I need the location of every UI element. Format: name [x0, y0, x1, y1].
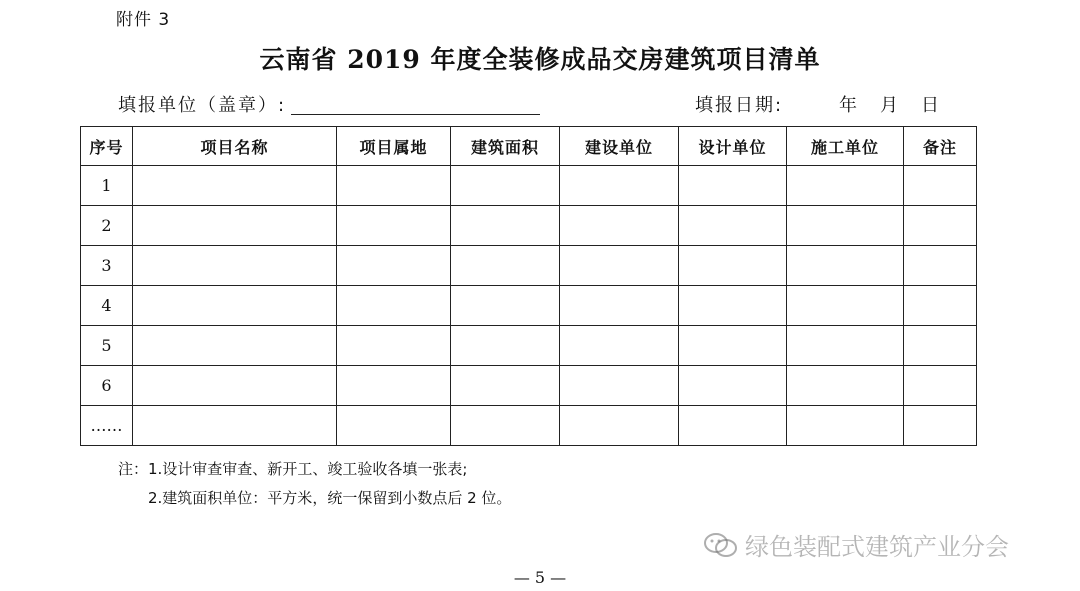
- column-header: 项目属地: [337, 127, 451, 166]
- table-row: [81, 326, 977, 366]
- note-line-2: 2.建筑面积单位：平方米，统一保留到小数点后 2 位。: [148, 489, 512, 507]
- fill-unit-label: 填报单位（盖章）:: [118, 95, 287, 116]
- table-row: [81, 166, 977, 206]
- table-cell: [133, 166, 337, 206]
- column-header: 项目名称: [133, 127, 337, 166]
- table-row: [81, 286, 977, 326]
- table-cell: [560, 326, 679, 366]
- table-cell: [133, 326, 337, 366]
- table-cell: [904, 206, 977, 246]
- table-cell: [337, 246, 451, 286]
- column-header: 建设单位: [560, 127, 679, 166]
- table-cell: [451, 326, 560, 366]
- table-cell: [133, 246, 337, 286]
- table-cell: [679, 166, 787, 206]
- date-month: 月: [880, 95, 898, 116]
- table-row: [81, 366, 977, 406]
- table-cell: [904, 326, 977, 366]
- column-header: 建筑面积: [451, 127, 560, 166]
- table-cell: [679, 246, 787, 286]
- table-cell: [787, 286, 904, 326]
- row-number-cell: 4: [81, 286, 133, 326]
- table-cell: [787, 406, 904, 446]
- table-cell: [679, 366, 787, 406]
- table-cell: [451, 286, 560, 326]
- table-cell: [904, 286, 977, 326]
- table-cell: [337, 366, 451, 406]
- table-cell: [451, 406, 560, 446]
- table-header-row: [81, 127, 977, 166]
- table-cell: [679, 406, 787, 446]
- row-number-cell: ……: [81, 406, 133, 446]
- column-header: 序号: [81, 127, 133, 166]
- table-cell: [679, 326, 787, 366]
- table-cell: [337, 326, 451, 366]
- fill-unit-underline: [291, 114, 540, 115]
- table-cell: [337, 166, 451, 206]
- table-cell: [560, 246, 679, 286]
- attachment-label: 附件 3: [116, 10, 171, 30]
- table-cell: [337, 406, 451, 446]
- row-number-cell: 6: [81, 366, 133, 406]
- table-cell: [904, 246, 977, 286]
- date-year: 年: [839, 95, 857, 116]
- wechat-icon: [703, 532, 739, 558]
- table-cell: [787, 246, 904, 286]
- table-row: [81, 406, 977, 446]
- table-row: [81, 246, 977, 286]
- table-cell: [337, 286, 451, 326]
- page-number: — 5 —: [513, 568, 567, 587]
- watermark-text: 绿色装配式建筑产业分会: [745, 533, 1009, 561]
- table-cell: [787, 166, 904, 206]
- table-cell: [337, 206, 451, 246]
- fill-date-label: 填报日期:: [695, 95, 784, 116]
- table-cell: [787, 326, 904, 366]
- table-cell: [560, 366, 679, 406]
- table-cell: [560, 286, 679, 326]
- row-number-cell: 5: [81, 326, 133, 366]
- column-header: 设计单位: [679, 127, 787, 166]
- table-cell: [133, 406, 337, 446]
- table-cell: [904, 166, 977, 206]
- table-cell: [451, 246, 560, 286]
- project-list-table: [80, 126, 977, 446]
- table-cell: [133, 206, 337, 246]
- table-cell: [560, 406, 679, 446]
- table-cell: [787, 206, 904, 246]
- table-cell: [904, 406, 977, 446]
- table-row: [81, 206, 977, 246]
- column-header: 备注: [904, 127, 977, 166]
- table-cell: [451, 166, 560, 206]
- document-title: 云南省 2019 年度全装修成品交房建筑项目清单: [259, 45, 821, 74]
- row-number-cell: 2: [81, 206, 133, 246]
- table-cell: [560, 206, 679, 246]
- table-cell: [133, 286, 337, 326]
- table-cell: [560, 166, 679, 206]
- watermark: [703, 527, 1009, 562]
- table-cell: [451, 366, 560, 406]
- row-number-cell: 3: [81, 246, 133, 286]
- table-cell: [451, 206, 560, 246]
- note-line-1: 注：1.设计审查审查、新开工、竣工验收各填一张表;: [118, 460, 468, 478]
- date-day: 日: [921, 95, 939, 116]
- table-cell: [679, 286, 787, 326]
- table-cell: [679, 206, 787, 246]
- table-cell: [787, 366, 904, 406]
- column-header: 施工单位: [787, 127, 904, 166]
- row-number-cell: 1: [81, 166, 133, 206]
- table-cell: [133, 366, 337, 406]
- table-cell: [904, 366, 977, 406]
- notes: [118, 455, 511, 513]
